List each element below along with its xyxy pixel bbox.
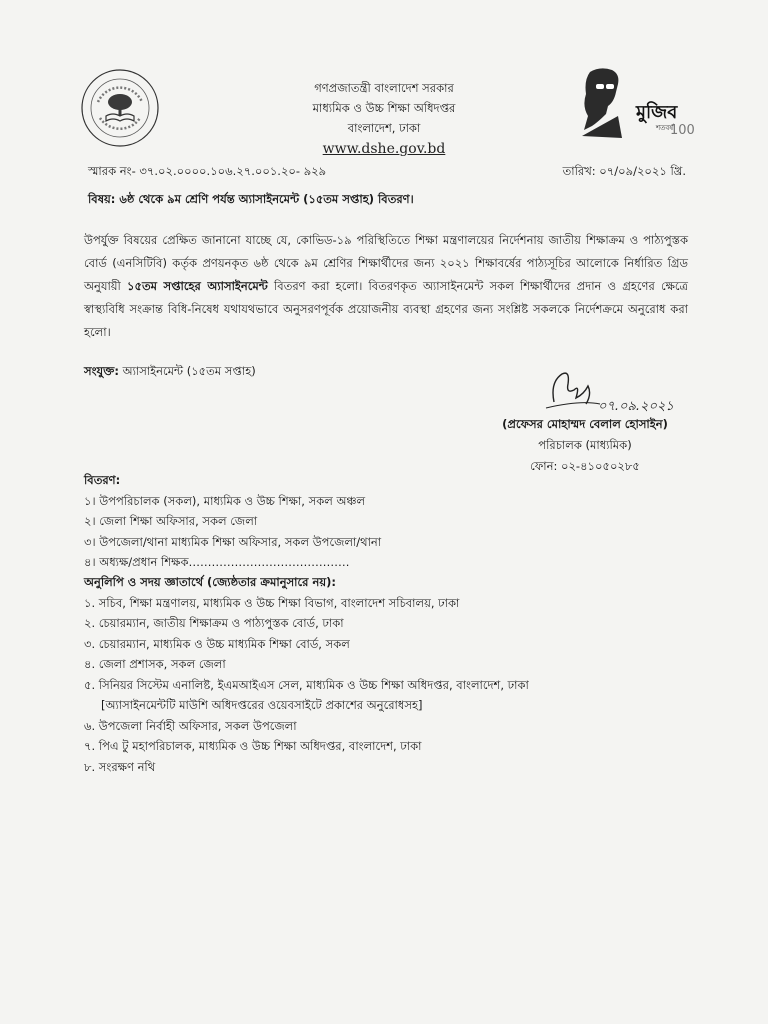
- attachment-line: [84, 363, 256, 382]
- mujib-logo-sub: শতবর্ষ: [656, 124, 674, 132]
- list-item: ৮. সংরক্ষণ নথি: [84, 759, 156, 774]
- location: বাংলাদেশ, ঢাকা: [347, 121, 421, 135]
- mujib-logo-number: 100: [670, 123, 695, 138]
- list-item: ২। জেলা শিক্ষা অফিসার, সকল জেলা: [84, 514, 258, 528]
- attachment-label: সংযুক্ত:: [84, 364, 119, 378]
- copies-list: [84, 572, 694, 777]
- list-item: ১। উপপরিচালক (সকল), মাধ্যমিক ও উচ্চ শিক্ষা, সকল অঞ্চল: [84, 493, 366, 508]
- body-text-2: বিতরণ করা হলো। বিতরণকৃত অ্যাসাইনমেন্ট সকল শিক্ষার্থীদের প্রদান ও গ্রহণের ক্ষেত্রে স্বাস্থ্যবিধি সংক্রান্ত বিধি-নিষেধ যথাযথভাবে অনুসরণপূর্বক প্রয়োজনীয় ব্যবস্থা গ্রহণের জন্য সংশ্লিষ্ট সকলকে নির্দেশক্রমে অনুরোধ করা হলো।: [84, 279, 689, 339]
- memo-number: স্মারক নং- ৩৭.০২.০০০০.১০৬.২৭.০০১.২০- ৯২৯: [88, 164, 327, 178]
- handwritten-signature-icon: [540, 364, 700, 416]
- distribution-list: [84, 470, 684, 573]
- subject-line: বিষয়: ৬ষ্ঠ থেকে ৯ম শ্রেণি পর্যন্ত অ্যাসাইনমেন্ট (১৫তম সপ্তাহ) বিতরণ।: [88, 192, 414, 206]
- mujib-100-logo-icon: [578, 66, 695, 142]
- body-text-1: উপর্যুক্ত বিষয়ের প্রেক্ষিত জানানো যাচ্ছে যে, কোভিড-১৯ পরিস্থিতিতে শিক্ষা মন্ত্রণালয়ের নির্দেশনায় জাতীয় শিক্ষাক্রম ও পাঠ্যপুস্তক বোর্ড (এনসিটিবি) কর্তৃক প্রণয়নকৃত ৬ষ্ঠ থেকে ৯ম শ্রেণির শিক্ষার্থীদের জন্য ২০২১ শিক্ষাবর্ষের পাঠ্যসূচির আলোকে নির্ধারিত গ্রিড অনুযায়ী: [84, 233, 688, 293]
- list-item: ৩। উপজেলা/থানা মাধ্যমিক শিক্ষা অফিসার, সকল উপজেলা/থানা: [84, 534, 382, 549]
- body-bold-text: ১৫তম সপ্তাহের অ্যাসাইনমেন্ট: [127, 279, 268, 293]
- signature-block: [470, 414, 700, 477]
- list-item-note: [অ্যাসাইনমেন্টটি মাউশি অধিদপ্তরের ওয়েবসাইটে প্রকাশের অনুরোধসহ]: [101, 698, 423, 712]
- signatory-phone: ফোন: ০২-৪১০৫০২৮৫: [530, 459, 640, 473]
- distribution-label: বিতরণ:: [84, 473, 121, 487]
- list-item: ৩. চেয়ারম্যান, মাধ্যমিক ও উচ্চ মাধ্যমিক শিক্ষা বোর্ড, সকল: [84, 636, 350, 651]
- list-item: ১. সচিব, শিক্ষা মন্ত্রণালয়, মাধ্যমিক ও উচ্চ শিক্ষা বিভাগ, বাংলাদেশ সচিবালয়, ঢাকা: [84, 595, 460, 610]
- website-link[interactable]: www.dshe.gov.bd: [322, 141, 446, 157]
- list-item: ২. চেয়ারম্যান, জাতীয় শিক্ষাক্রম ও পাঠ্যপুস্তক বোর্ড, ঢাকা: [84, 616, 344, 630]
- body-paragraph: [84, 229, 688, 344]
- attachment-value: অ্যাসাইনমেন্ট (১৫তম সপ্তাহ): [118, 364, 256, 378]
- signatory-title: পরিচালক (মাধ্যমিক): [538, 438, 632, 452]
- signatory-name: (প্রফেসর মোহাম্মদ বেলাল হোসাইন): [502, 417, 668, 431]
- gov-name: গণপ্রজাতন্ত্রী বাংলাদেশ সরকার: [314, 81, 454, 95]
- memo-date: তারিখ: ০৭/০৯/২০২১ খ্রি.: [562, 164, 686, 178]
- signature-date: ০৭.০৯.২০২১: [598, 399, 674, 414]
- list-item: ৭. পিএ টু মহাপরিচালক, মাধ্যমিক ও উচ্চ শিক্ষা অধিদপ্তর, বাংলাদেশ, ঢাকা: [84, 739, 422, 753]
- mujib-logo-text: মুজিব: [636, 102, 678, 123]
- list-item: ৫. সিনিয়র সিস্টেম এনালিষ্ট, ইএমআইএস সেল, মাধ্যমিক ও উচ্চ শিক্ষা অধিদপ্তর, বাংলাদেশ, ঢাকা: [84, 677, 529, 692]
- list-item: ৪. জেলা প্রশাসক, সকল জেলা: [84, 657, 226, 671]
- list-item: ৪। অধ্যক্ষ/প্রধান শিক্ষক……………………………………: [84, 555, 350, 569]
- directorate-name: মাধ্যমিক ও উচ্চ শিক্ষা অধিদপ্তর: [312, 101, 456, 115]
- list-item: ৬. উপজেলা নির্বাহী অফিসার, সকল উপজেলা: [84, 718, 297, 733]
- copies-label: অনুলিপি ও সদয় জ্ঞাতার্থে (জ্যেষ্ঠতার ক্রমানুসারে নয়):: [84, 575, 336, 589]
